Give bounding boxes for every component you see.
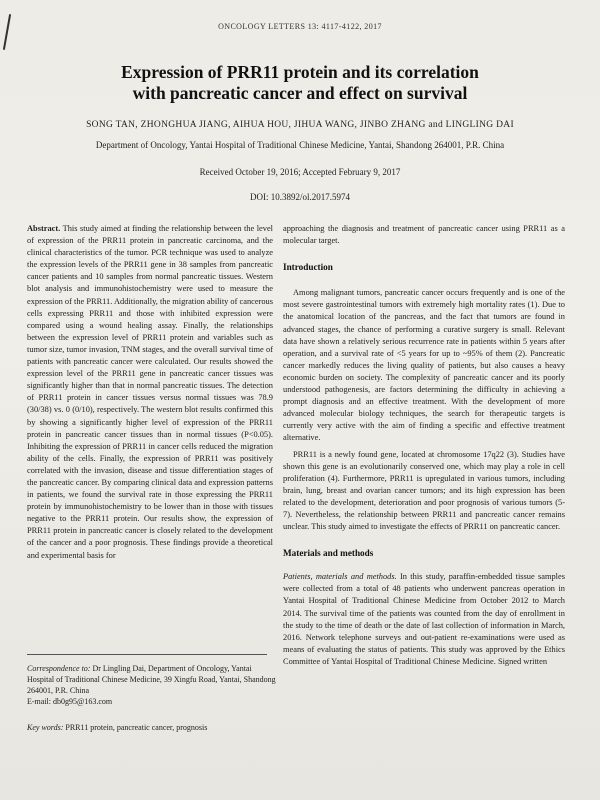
affiliation: Department of Oncology, Yantai Hospital of Traditional Chinese Medicine, Yantai, Shandong 264001, P.R. China	[95, 140, 505, 150]
keywords-text: PRR11 protein, pancreatic cancer, prognosis	[63, 723, 208, 732]
abstract-label: Abstract.	[27, 224, 61, 233]
keywords	[27, 722, 277, 733]
correspondence-text: Dr Lingling Dai, Department of Oncology, Yantai Hospital of Traditional Chinese Medicine, 39 Xingfu Road, Yantai, Shandong 264001, P.R. China	[27, 664, 276, 695]
methods-subheading: Patients, materials and methods.	[283, 572, 397, 582]
abstract	[27, 223, 273, 562]
introduction-heading: Introduction	[283, 262, 333, 273]
author-list: SONG TAN, ZHONGHUA JIANG, AIHUA HOU, JIHUA WANG, JINBO ZHANG and LINGLING DAI	[86, 120, 514, 130]
abstract-text: This study aimed at finding the relationship between the level of expression of the PRR11 protein in pancreatic carcinoma, and the clinical characteristics of the tumor. PCR technique was used to analyze the expression levels of the PRR11 gene in 38 samples from pancreatic cancer patients and 10 samples from normal pancreatic tissues. Western blot analysis and immunohistochemistry were used to measure the expression of the PRR11. Additionally, the migration ability of cancerous cells expressing PRR11 and those with inhibited expression were compared using a wound healing assay. Finally, the relationships between the expression level of PRR11 protein and variables such as tumor size, tumor invasion, TNM stages, and the overall survival time of patients with pancreatic cancer were calculated. Our results showed the expression level of the PRR11 gene in pancreatic cancer tissues was significantly higher than that in normal pancreatic tissues. The detection of PRR11 protein in cancer tissues versus normal tissues was 78.9 (30/38) vs. 0 (0/10), respectively. The western blot results confirmed this by showing a significantly higher level of expression of the PRR11 protein in pancreatic cancer tissues than in normal tissues (P<0.05). Inhibiting the expression of PRR11 in cancer cells reduced the migration ability of the cells. Finally, the expression of PRR11 was positively correlated with the invasion, disease and tissue differentiation stages of the pancreatic cancer. By comparing clinical data and expression patterns in patients, we found the survival rate in those expressing the PRR11 protein by immunohistochemistry to be lower than in those with tissues negative to the PRR11 protein. Our results show, the expression of PRR11 protein in pancreatic cancer is closely related to the development of the cancer and a poor prognosis. These findings provide a theoretical and experimental basis for	[27, 224, 273, 560]
left-column	[27, 223, 273, 562]
methods-paragraph-1	[283, 571, 565, 668]
introduction-paragraph-1: Among malignant tumors, pancreatic cancer occurs frequently and is one of the most severe gastrointestinal tumors with extremely high mortality rates (1). Due to the anatomical location of the pancreas, and the fact that tumors are found in advanced stages, the chance of performing a curative surgery is small. Relevant data have shown a relatively serious recurrence rate in patients within 5 years after operation, and a survival rate of <5 years for up to ~95% of them (2). Pancreatic cancer markedly reduces the living quality of patients, but also causes a heavy economic burden on society. The complexity of pancreatic cancer and its poorly understood pathogenesis, are factors determining the difficulty in achieving a prompt diagnosis and an effective treatment. With the development of more advanced molecular biology techniques, the search for therapeutic targets is currently very active with the aim of finding a specific and effective treatment alternative.	[283, 288, 565, 443]
abstract-continuation: approaching the diagnosis and treatment of pancreatic cancer using PRR11 as a molecular target.	[283, 224, 565, 246]
running-head: ONCOLOGY LETTERS 13: 4117-4122, 2017	[218, 22, 382, 31]
correspondence-footnote	[27, 663, 277, 707]
title-line-1: Expression of PRR11 protein and its correlation	[121, 62, 479, 82]
methods-heading: Materials and methods	[283, 548, 374, 559]
introduction-paragraph-2: PRR11 is a newly found gene, located at chromosome 17q22 (3). Studies have shown this gene is an evolutionarily conserved one, which may play a role in cell proliferation (4). Furthermore, PRR11 is upregulated in various tumors, including brain, lung, breast and ovarian cancer tumors; and its high expression has been related to the development, deterioration and poor prognosis of various tumors (5-7). Nevertheless, the relationship between PRR11 and pancreatic cancer remains unclear. This study aimed to investigate the effects of PRR11 on pancreatic cancer.	[283, 449, 565, 532]
footnote-divider	[27, 654, 267, 655]
keywords-label: Key words:	[27, 723, 64, 732]
article-title	[60, 62, 540, 104]
received-dates: Received October 19, 2016; Accepted February 9, 2017	[199, 167, 401, 177]
doi: DOI: 10.3892/ol.2017.5974	[250, 192, 350, 202]
methods-text: In this study, paraffin-embedded tissue samples were collected from a total of 48 patients who underwent pancreas operation in Yantai Hospital of Traditional Chinese Medicine from October 2012 to March 2014. The survival time of the patients was counted from the day of enrollment in the study to the time of death or the date of last collection of information in March, 2016. Network telephone surveys and out-patient re-examinations were used as means of evaluating the status of patients. This study was approved by the Ethics Committee of Yantai Hospital of Traditional Chinese Medicine. Signed written	[283, 572, 565, 666]
right-column	[283, 223, 565, 668]
title-line-2: with pancreatic cancer and effect on survival	[132, 83, 468, 103]
page-edge-mark	[3, 14, 11, 50]
correspondence-label: Correspondence to:	[27, 664, 91, 673]
correspondence-email: E-mail: db0g95@163.com	[27, 697, 113, 706]
